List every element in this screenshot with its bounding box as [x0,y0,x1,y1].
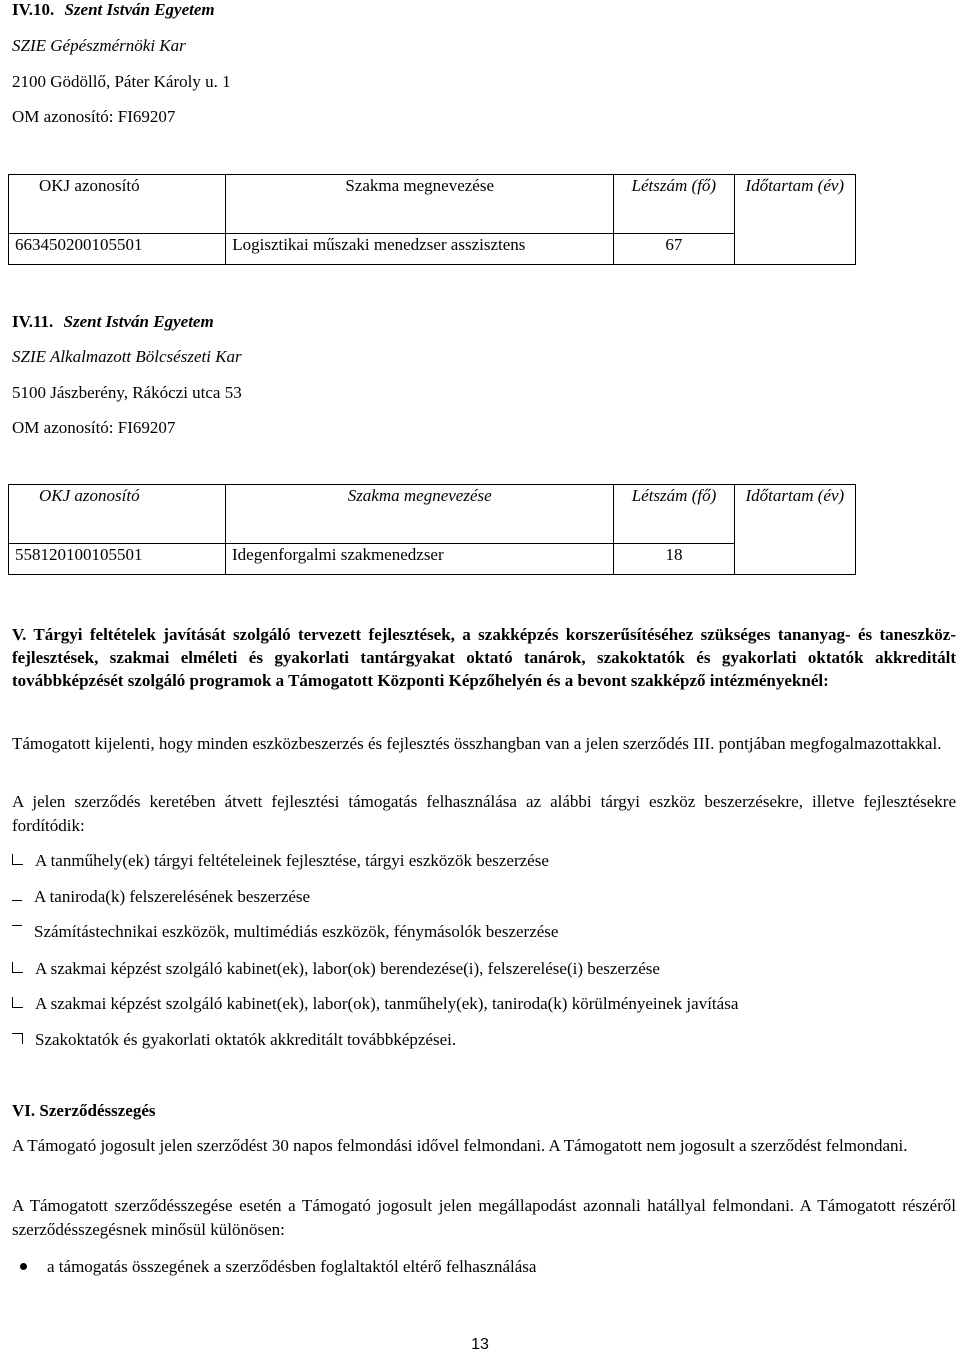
header-szakma: Szakma megnevezése [226,175,614,234]
faculty-name: SZIE Alkalmazott Bölcsészeti Kar [12,347,242,366]
page-number: 13 [471,1336,489,1353]
om-id: OM azonosító: FI69207 [12,418,176,437]
section-vi-heading: VI. Szerződésszegés [12,1101,156,1120]
section-v-paragraph-2: A jelen szerződés keretében átvett fejlesztési támogatás felhasználása az alábbi tárgyi eszköz beszerzésekre, illetve fejlesztésekre fordítódik: [12,792,956,835]
section-v-paragraph-1: Támogatott kijelenti, hogy minden eszközbeszerzés és fejlesztés összhangban van a jelen szerződés III. pontjában megfogalmazottakkal. [12,734,942,753]
section-iv11-header [12,312,214,332]
checkbox-icon [12,962,23,973]
section-vi-paragraph-2: A Támogatott szerződésszegése esetén a Támogató jogosult jelen megállapodást azonnali hatállyal felmondani. A Támogatott részéről szerződésszegésnek minősül különösen: [12,1196,956,1239]
address: 2100 Gödöllő, Páter Károly u. 1 [12,72,231,91]
list-item: A tanműhely(ek) tárgyi feltételeinek fejlesztése, tárgyi eszközök beszerzése [12,850,549,872]
address: 5100 Jászberény, Rákóczi utca 53 [12,383,242,402]
header-letszam: Létszám (fő) [614,175,734,234]
section-number: IV.10. [12,0,55,19]
section-vi-paragraph-1: A Támogató jogosult jelen szerződést 30 napos felmondási idővel felmondani. A Támogatott nem jogosult a szerződést felmondani. [12,1136,908,1155]
bullet-item: a támogatás összegének a szerződésben foglaltaktól eltérő felhasználása [20,1256,536,1278]
university-name: Szent István Egyetem [63,312,214,331]
header-idotartam: Időtartam (év) [734,175,855,265]
header-szakma: Szakma megnevezése [226,485,614,544]
checkbox-icon [12,997,23,1008]
list-item: A taniroda(k) felszerelésének beszerzése [12,886,310,908]
section-v-heading: V. Tárgyi feltételek javítását szolgáló tervezett fejlesztések, a szakképzés korszerűsítéséhez szükséges tananyag- és taneszköz-fejlesztések, szakmai elméleti és gyakorlati tantárgyakat oktató tanárok, szakoktatók és gyakorlati oktatók akkreditált továbbképzését szolgáló programok a Támogatott Központi Képzőhelyén és a bevont szakképző intézményeknél: [12,625,956,690]
cell-letszam: 18 [614,544,734,575]
cell-szakma: Idegenforgalmi szakmenedzser [226,544,614,575]
okj-table-iv10 [8,174,856,265]
header-okj: OKJ azonosító [9,175,226,234]
header-letszam: Létszám (fő) [614,485,734,544]
list-item: A szakmai képzést szolgáló kabinet(ek), labor(ok) berendezése(i), felszerelése(i) beszerzése [12,958,660,980]
header-okj: OKJ azonosító [9,485,226,544]
okj-table-iv11 [8,484,856,575]
list-item: A szakmai képzést szolgáló kabinet(ek), labor(ok), tanműhely(ek), taniroda(k) körülményeinek javítása [12,993,738,1015]
cell-letszam: 67 [614,234,734,265]
section-number: IV.11. [12,312,54,331]
header-idotartam: Időtartam (év) [734,485,855,575]
faculty-name: SZIE Gépészmérnöki Kar [12,36,186,55]
cell-okj: 558120100105501 [9,544,226,575]
om-id: OM azonosító: FI69207 [12,107,176,126]
checkbox-icon [12,890,22,901]
checkbox-icon [12,854,23,865]
section-iv10-header [12,0,215,20]
checkbox-icon [12,1033,23,1044]
bullet-icon [20,1263,27,1270]
cell-szakma: Logisztikai műszaki menedzser asszisztens [226,234,614,265]
list-item: Szakoktatók és gyakorlati oktatók akkreditált továbbképzései. [12,1029,456,1051]
cell-okj: 663450200105501 [9,234,226,265]
checkbox-icon [12,925,22,936]
university-name: Szent István Egyetem [64,0,215,19]
list-item: Számítástechnikai eszközök, multimédiás eszközök, fénymásolók beszerzése [12,921,558,943]
